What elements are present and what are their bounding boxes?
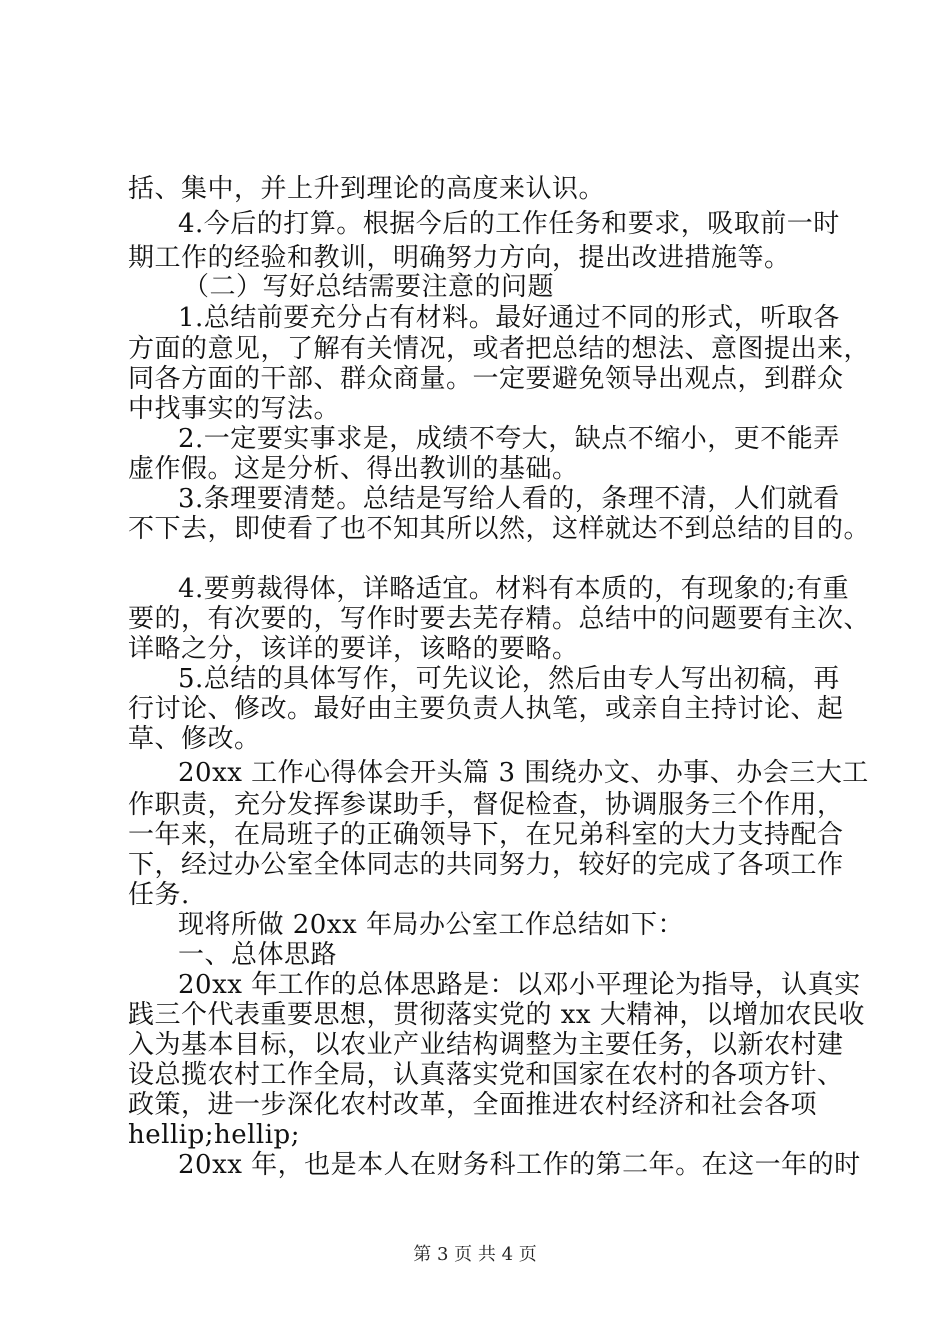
text-line: 1.总结前要充分占有材料。最好通过不同的形式，听取各 [178, 303, 840, 333]
text-line: 作职责，充分发挥参谋助手，督促检查，协调服务三个作用， [128, 790, 844, 820]
text-line: 20xx 年工作的总体思路是：以邓小平理论为指导，认真实 [178, 970, 861, 1000]
text-line: 要的，有次要的，写作时要去芜存精。总结中的问题要有主次、 [128, 604, 871, 634]
text-line: 5.总结的具体写作，可先议论，然后由专人写出初稿，再 [178, 664, 840, 694]
text-line: 详略之分，该详的要详，该略的要略。 [128, 634, 579, 664]
text-line: 2.一定要实事求是，成绩不夸大，缺点不缩小，更不能弄 [178, 424, 840, 454]
text-line: 中找事实的写法。 [128, 394, 341, 424]
text-line: 政策，进一步深化农村改革，全面推进农村经济和社会各项 [128, 1090, 818, 1120]
text-line: hellip;hellip; [128, 1120, 300, 1150]
text-line: 现将所做 20xx 年局办公室工作总结如下： [178, 910, 684, 940]
text-line: 任务. [128, 880, 190, 910]
text-line: 4.要剪裁得体，详略适宜。材料有本质的，有现象的;有重 [178, 574, 850, 604]
text-line: 不下去，即使看了也不知其所以然，这样就达不到总结的目的。 [128, 514, 871, 544]
text-line: 设总揽农村工作全局，认真落实党和国家在农村的各项方针、 [128, 1060, 844, 1090]
text-line: 方面的意见，了解有关情况，或者把总结的想法、意图提出来， [128, 334, 871, 364]
section-heading: 一、总体思路 [178, 940, 338, 970]
text-line: 同各方面的干部、群众商量。一定要避免领导出观点，到群众 [128, 364, 844, 394]
text-line: 4.今后的打算。根据今后的工作任务和要求，吸取前一时 [178, 209, 840, 239]
page-footer: 第 3 页 共 4 页 [413, 1244, 537, 1265]
section-heading: （二）写好总结需要注意的问题 [183, 272, 555, 302]
text-line: 入为基本目标，以农业产业结构调整为主要任务，以新农村建 [128, 1030, 844, 1060]
text-line: 行讨论、修改。最好由主要负责人执笔，或亲自主持讨论、起 [128, 694, 844, 724]
text-line: 3.条理要清楚。总结是写给人看的，条理不清，人们就看 [178, 484, 840, 514]
text-line: 期工作的经验和教训，明确努力方向，提出改进措施等。 [128, 243, 791, 273]
text-line: 虚作假。这是分析、得出教训的基础。 [128, 454, 579, 484]
text-line: 一年来，在局班子的正确领导下，在兄弟科室的大力支持配合 [128, 820, 844, 850]
text-line: 20xx 年，也是本人在财务科工作的第二年。在这一年的时 [178, 1150, 861, 1180]
text-line: 下，经过办公室全体同志的共同努力，较好的完成了各项工作 [128, 850, 844, 880]
text-line: 草、修改。 [128, 724, 261, 754]
text-line: 括、集中，并上升到理论的高度来认识。 [128, 174, 606, 204]
text-line: 20xx 工作心得体会开头篇 3 围绕办文、办事、办会三大工 [178, 758, 869, 788]
text-line: 践三个代表重要思想，贯彻落实党的 xx 大精神，以增加农民收 [128, 1000, 865, 1030]
